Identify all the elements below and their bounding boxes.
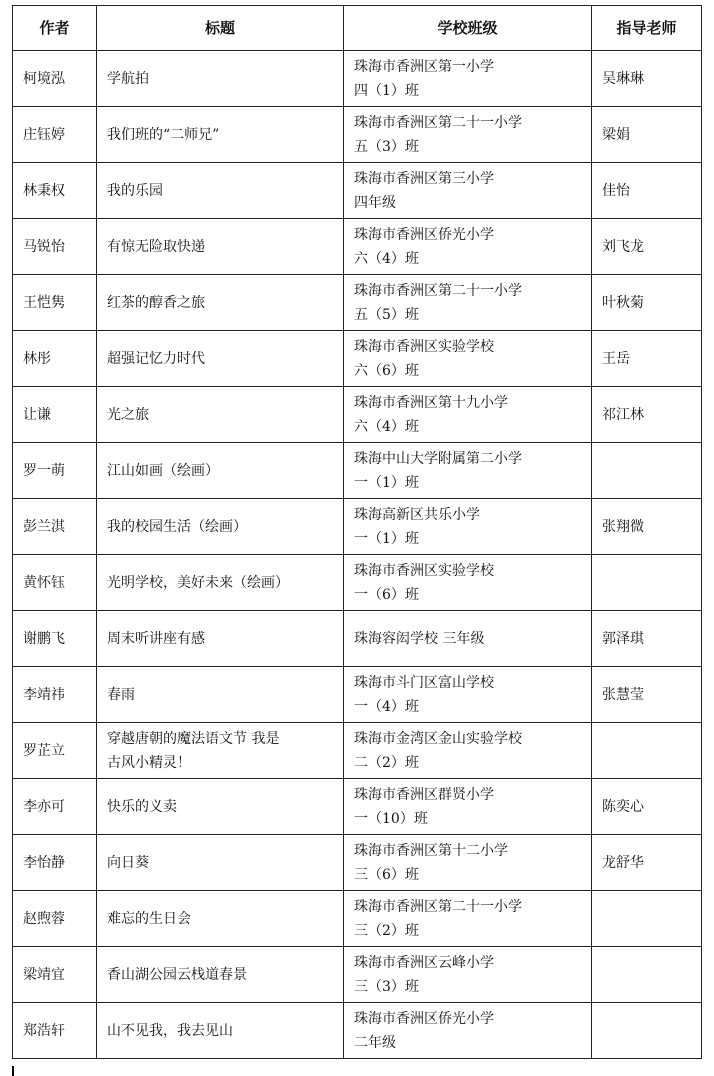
cell-line: 古风小精灵！ [107, 754, 191, 771]
school-cell [344, 51, 592, 107]
table-row [13, 779, 702, 835]
cell-line: 超强记忆力时代 [107, 350, 205, 367]
table-row [13, 51, 702, 107]
school-cell [344, 1003, 592, 1059]
cell-line: 穿越唐朝的魔法语文节 我是 [107, 730, 280, 747]
table-row [13, 499, 702, 555]
cell-line: 周末听讲座有感 [107, 630, 205, 647]
cell-line: 四（1）班 [354, 82, 419, 99]
teacher-cell: 梁娟 [592, 107, 702, 163]
header-author: 作者 [13, 6, 97, 51]
cell-line: 珠海市香洲区实验学校 [354, 562, 494, 579]
author-cell: 林彤 [13, 331, 97, 387]
author-cell: 梁靖宜 [13, 947, 97, 1003]
teacher-cell [592, 891, 702, 947]
title-cell [97, 611, 344, 667]
text-cursor [12, 1066, 14, 1076]
cell-line: 三（3）班 [354, 978, 419, 995]
table-row [13, 275, 702, 331]
teacher-cell: 王岳 [592, 331, 702, 387]
cell-line: 珠海市香洲区第二十一小学 [354, 114, 522, 131]
title-cell [97, 667, 344, 723]
cell-line: 珠海市斗门区富山学校 [354, 674, 494, 691]
table-body [13, 51, 702, 1059]
cell-line: 一（1）班 [354, 530, 419, 547]
teacher-cell: 张慧莹 [592, 667, 702, 723]
cell-line: 江山如画（绘画） [107, 462, 219, 479]
title-cell [97, 779, 344, 835]
cell-line: 珠海市香洲区云峰小学 [354, 954, 494, 971]
title-cell [97, 443, 344, 499]
author-cell: 李亦可 [13, 779, 97, 835]
cell-line: 珠海容闳学校 三年级 [354, 630, 485, 647]
table-row [13, 331, 702, 387]
cell-line: 一（6）班 [354, 586, 419, 603]
school-cell [344, 219, 592, 275]
cell-line: 三（2）班 [354, 922, 419, 939]
header-row [13, 6, 702, 51]
cell-line: 珠海市香洲区侨光小学 [354, 226, 494, 243]
teacher-cell: 郭泽琪 [592, 611, 702, 667]
cell-line: 珠海市香洲区群贤小学 [354, 786, 494, 803]
cell-line: 四年级 [354, 194, 396, 211]
author-cell: 李靖祎 [13, 667, 97, 723]
title-cell [97, 387, 344, 443]
cell-line: 光之旅 [107, 406, 149, 423]
cell-line: 珠海高新区共乐小学 [354, 506, 480, 523]
school-cell [344, 275, 592, 331]
school-cell [344, 779, 592, 835]
title-cell [97, 51, 344, 107]
title-cell [97, 163, 344, 219]
table-row [13, 611, 702, 667]
cell-line: 珠海市香洲区第三小学 [354, 170, 494, 187]
cell-line: 一（10）班 [354, 810, 428, 827]
school-cell [344, 611, 592, 667]
table-header [13, 6, 702, 51]
teacher-cell [592, 555, 702, 611]
cell-line: 春雨 [107, 686, 135, 703]
cell-line: 红茶的醇香之旅 [107, 294, 205, 311]
teacher-cell: 张翔微 [592, 499, 702, 555]
table-row [13, 219, 702, 275]
award-table [12, 5, 702, 1059]
table-row [13, 387, 702, 443]
author-cell: 王恺隽 [13, 275, 97, 331]
title-cell [97, 891, 344, 947]
cell-line: 珠海市香洲区侨光小学 [354, 1010, 494, 1027]
title-cell [97, 275, 344, 331]
cell-line: 珠海中山大学附属第二小学 [354, 450, 522, 467]
header-school: 学校班级 [344, 6, 592, 51]
author-cell: 马锐怡 [13, 219, 97, 275]
cell-line: 珠海市香洲区第一小学 [354, 58, 494, 75]
school-cell [344, 499, 592, 555]
table-row [13, 555, 702, 611]
author-cell: 彭兰淇 [13, 499, 97, 555]
teacher-cell [592, 443, 702, 499]
cell-line: 香山湖公园云栈道春景 [107, 966, 247, 983]
school-cell [344, 107, 592, 163]
teacher-cell [592, 947, 702, 1003]
cell-line: 珠海市金湾区金山实验学校 [354, 730, 522, 747]
cell-line: 山不见我，我去见山 [107, 1022, 233, 1039]
title-cell [97, 107, 344, 163]
cell-line: 珠海市香洲区第十二小学 [354, 842, 508, 859]
author-cell: 柯境泓 [13, 51, 97, 107]
author-cell: 让谦 [13, 387, 97, 443]
teacher-cell [592, 1003, 702, 1059]
school-cell [344, 163, 592, 219]
table-row [13, 891, 702, 947]
author-cell: 赵煦蓉 [13, 891, 97, 947]
cell-line: 六（4）班 [354, 250, 419, 267]
header-teacher: 指导老师 [592, 6, 702, 51]
school-cell [344, 947, 592, 1003]
title-cell [97, 947, 344, 1003]
cell-line: 五（3）班 [354, 138, 419, 155]
cell-line: 珠海市香洲区第二十一小学 [354, 898, 522, 915]
author-cell: 庄钰婷 [13, 107, 97, 163]
cell-line: 我的乐园 [107, 182, 163, 199]
author-cell: 李怡静 [13, 835, 97, 891]
author-cell: 罗一萌 [13, 443, 97, 499]
teacher-cell: 叶秋菊 [592, 275, 702, 331]
school-cell [344, 891, 592, 947]
cell-line: 珠海市香洲区实验学校 [354, 338, 494, 355]
cell-line: 六（6）班 [354, 362, 419, 379]
table-row [13, 1003, 702, 1059]
teacher-cell: 陈奕心 [592, 779, 702, 835]
table-row [13, 667, 702, 723]
cell-line: 我的校园生活（绘画） [107, 518, 247, 535]
cell-line: 有惊无险取快递 [107, 238, 205, 255]
title-cell [97, 499, 344, 555]
teacher-cell [592, 723, 702, 779]
teacher-cell: 龙舒华 [592, 835, 702, 891]
author-cell: 罗芷立 [13, 723, 97, 779]
cell-line: 三（6）班 [354, 866, 419, 883]
author-cell: 林秉权 [13, 163, 97, 219]
title-cell [97, 835, 344, 891]
cell-line: 二年级 [354, 1034, 396, 1051]
school-cell [344, 555, 592, 611]
teacher-cell: 吴琳琳 [592, 51, 702, 107]
cell-line: 珠海市香洲区第十九小学 [354, 394, 508, 411]
table-row [13, 107, 702, 163]
author-cell: 郑浩轩 [13, 1003, 97, 1059]
author-cell: 谢鹏飞 [13, 611, 97, 667]
cell-line: 我们班的“二师兄” [107, 126, 220, 143]
cell-line: 一（1）班 [354, 474, 419, 491]
cell-line: 六（4）班 [354, 418, 419, 435]
school-cell [344, 723, 592, 779]
title-cell [97, 331, 344, 387]
teacher-cell: 刘飞龙 [592, 219, 702, 275]
cell-line: 快乐的义卖 [107, 798, 177, 815]
school-cell [344, 667, 592, 723]
cell-line: 光明学校，美好未来（绘画） [107, 574, 289, 591]
school-cell [344, 835, 592, 891]
school-cell [344, 387, 592, 443]
table-row [13, 443, 702, 499]
cell-line: 二（2）班 [354, 754, 419, 771]
title-cell [97, 555, 344, 611]
header-title: 标题 [97, 6, 344, 51]
author-cell: 黄怀钰 [13, 555, 97, 611]
cell-line: 珠海市香洲区第二十一小学 [354, 282, 522, 299]
title-cell [97, 1003, 344, 1059]
teacher-cell: 祁江林 [592, 387, 702, 443]
cell-line: 一（4）班 [354, 698, 419, 715]
title-cell [97, 723, 344, 779]
cell-line: 学航拍 [107, 70, 149, 87]
cell-line: 难忘的生日会 [107, 910, 191, 927]
cell-line: 五（5）班 [354, 306, 419, 323]
teacher-cell: 佳怡 [592, 163, 702, 219]
table-row [13, 835, 702, 891]
school-cell [344, 331, 592, 387]
school-cell [344, 443, 592, 499]
table-row [13, 723, 702, 779]
table-row [13, 163, 702, 219]
title-cell [97, 219, 344, 275]
cell-line: 向日葵 [107, 854, 149, 871]
table-row [13, 947, 702, 1003]
